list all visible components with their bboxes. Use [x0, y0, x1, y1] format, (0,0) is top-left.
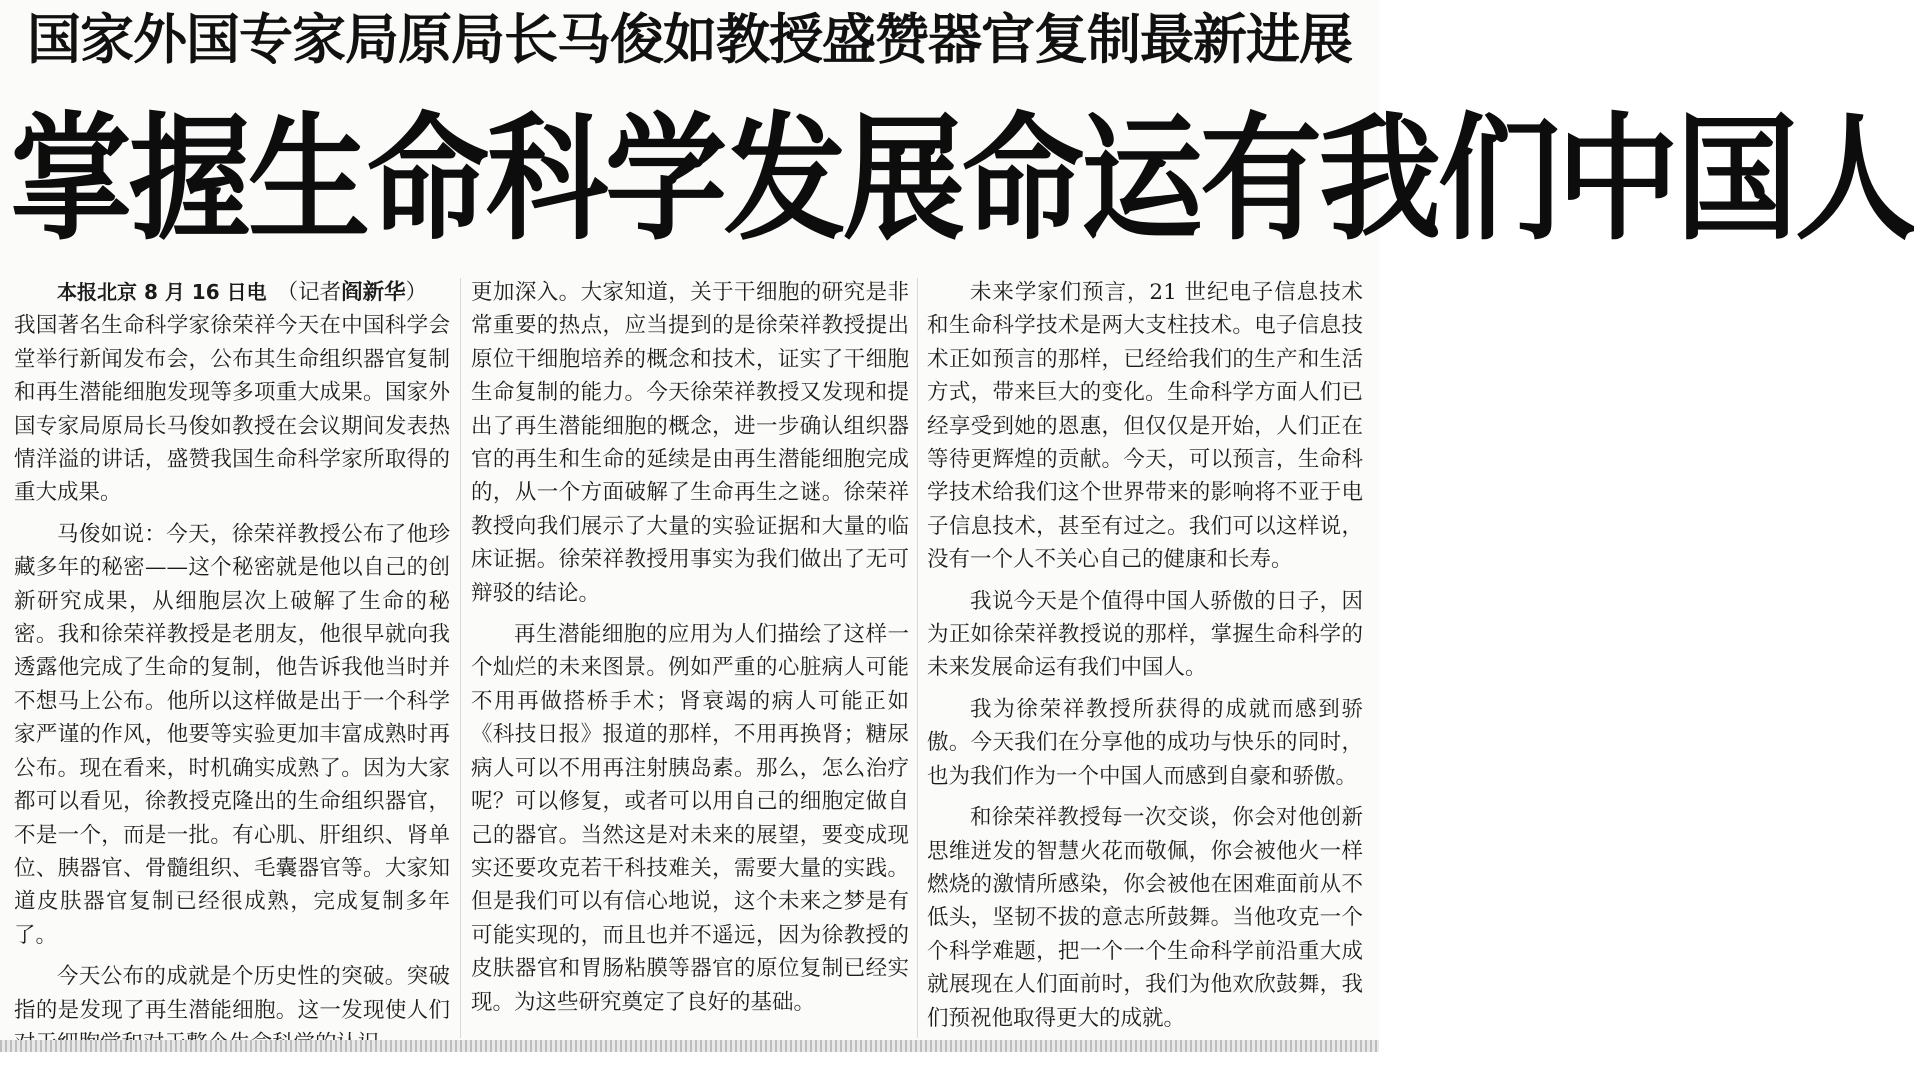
lead-paragraph: 我国著名生命科学家徐荣祥今天在中国科学会堂举行新闻发布会，公布其生命组织器官复制和再生潜能细胞发现等多项重大成果。国家外国专家局原局长马俊如教授在会议期间发表热情洋溢的讲话，盛赞我国生命科学家所取得的重大成果。 [14, 313, 450, 506]
dateline: 本报北京 8 月 16 日电 [57, 280, 267, 304]
column-divider [917, 278, 918, 1038]
body-paragraph: 我为徐荣祥教授所获得的成就而感到骄傲。今天我们在分享他的成功与快乐的同时，也为我们作为一个中国人而感到自豪和骄傲。 [927, 696, 1363, 789]
article-subhead: 国家外国专家局原局长马俊如教授盛赞器官复制最新进展 [27, 8, 1352, 71]
reporter-open: （记者 [276, 280, 342, 305]
byline [14, 276, 450, 309]
article-column-2 [471, 276, 909, 1027]
column-divider [460, 278, 461, 1038]
reporter-name: 阎新华 [341, 280, 406, 305]
article-column-1 [14, 276, 450, 1068]
body-paragraph: 和徐荣祥教授每一次交谈，你会对他创新思维迸发的智慧火花而敬佩，你会被他火一样燃烧的激情所感染，你会被他在困难面前从不低头，坚韧不拔的意志所鼓舞。当他攻克一个个科学难题，把一个一个生命科学前沿重大成就展现在人们面前时，我们为他欢欣鼓舞，我们预祝他取得更大的成就。 [927, 805, 1363, 1031]
body-paragraph: 未来学家们预言，21 世纪电子信息技术和生命科学技术是两大支柱技术。电子信息技术正如预言的那样，已经给我们的生产和生活方式，带来巨大的变化。生命科学方面人们已经享受到她的恩惠，但仅仅是开始，人们正在等待更辉煌的贡献。今天，可以预言，生命科学技术给我们这个世界带来的影响将不亚于电子信息技术，甚至有过之。我们可以这样说，没有一个人不关心自己的健康和长寿。 [927, 280, 1363, 573]
reporter-close: ） [405, 280, 428, 305]
body-paragraph: 再生潜能细胞的应用为人们描绘了这样一个灿烂的未来图景。例如严重的心脏病人可能不用再做搭桥手术；肾衰竭的病人可能正如《科技日报》报道的那样，不用再换肾；糖尿病人可以不用再注射胰岛素。那么，怎么治疗呢？可以修复，或者可以用自己的细胞定做自己的器官。当然这是对未来的展望，要变成现实还要攻克若干科技难关，需要大量的实践。但是我们可以有信心地说，这个未来之梦是有可能实现的，而且也并不遥远，因为徐教授的皮肤器官和胃肠粘膜等器官的原位复制已经实现。为这些研究奠定了良好的基础。 [471, 622, 909, 1015]
article-column-3 [927, 276, 1363, 1043]
body-paragraph: 今天公布的成就是个历史性的突破。突破指的是发现了再生潜能细胞。这一发现使人们 [14, 964, 450, 1023]
page-edge-strip [0, 1040, 1379, 1052]
body-paragraph: 马俊如说：今天，徐荣祥教授公布了他珍藏多年的秘密——这个秘密就是他以自己的创新研究成果，从细胞层次上破解了生命的秘密。我和徐荣祥教授是老朋友，他很早就向我透露他完成了生命的复制，他告诉我他当时并不想马上公布。他所以这样做是出于一个科学家严谨的作风，他要等实验更加丰富成熟时再公布。现在看来，时机确实成熟了。因为大家都可以看见，徐教授克隆出的生命组织器官，不是一个，而是一批。有心肌、肝组织、肾单位、胰器官、骨髓组织、毛囊器官等。大家知道皮肤器官复制已经很成熟，完成复制多年了。 [14, 521, 450, 948]
body-paragraph: 更加深入。大家知道，关于干细胞的研究是非常重要的热点，应当提到的是徐荣祥教授提出原位干细胞培养的概念和技术，证实了干细胞生命复制的能力。今天徐荣祥教授又发现和提出了再生潜能细胞的概念，进一步确认组织器官的再生和生命的延续是由再生潜能细胞完成的，从一个方面破解了生命再生之谜。徐荣祥教授向我们展示了大量的实验证据和大量的临床证据。徐荣祥教授用事实为我们做出了无可辩驳的结论。 [471, 280, 909, 606]
body-paragraph: 我说今天是个值得中国人骄傲的日子，因为正如徐荣祥教授说的那样，掌握生命科学的未来发展命运有我们中国人。 [927, 588, 1363, 681]
reporter [277, 280, 428, 305]
article-headline: 掌握生命科学发展命运有我们中国人 [10, 97, 1914, 259]
